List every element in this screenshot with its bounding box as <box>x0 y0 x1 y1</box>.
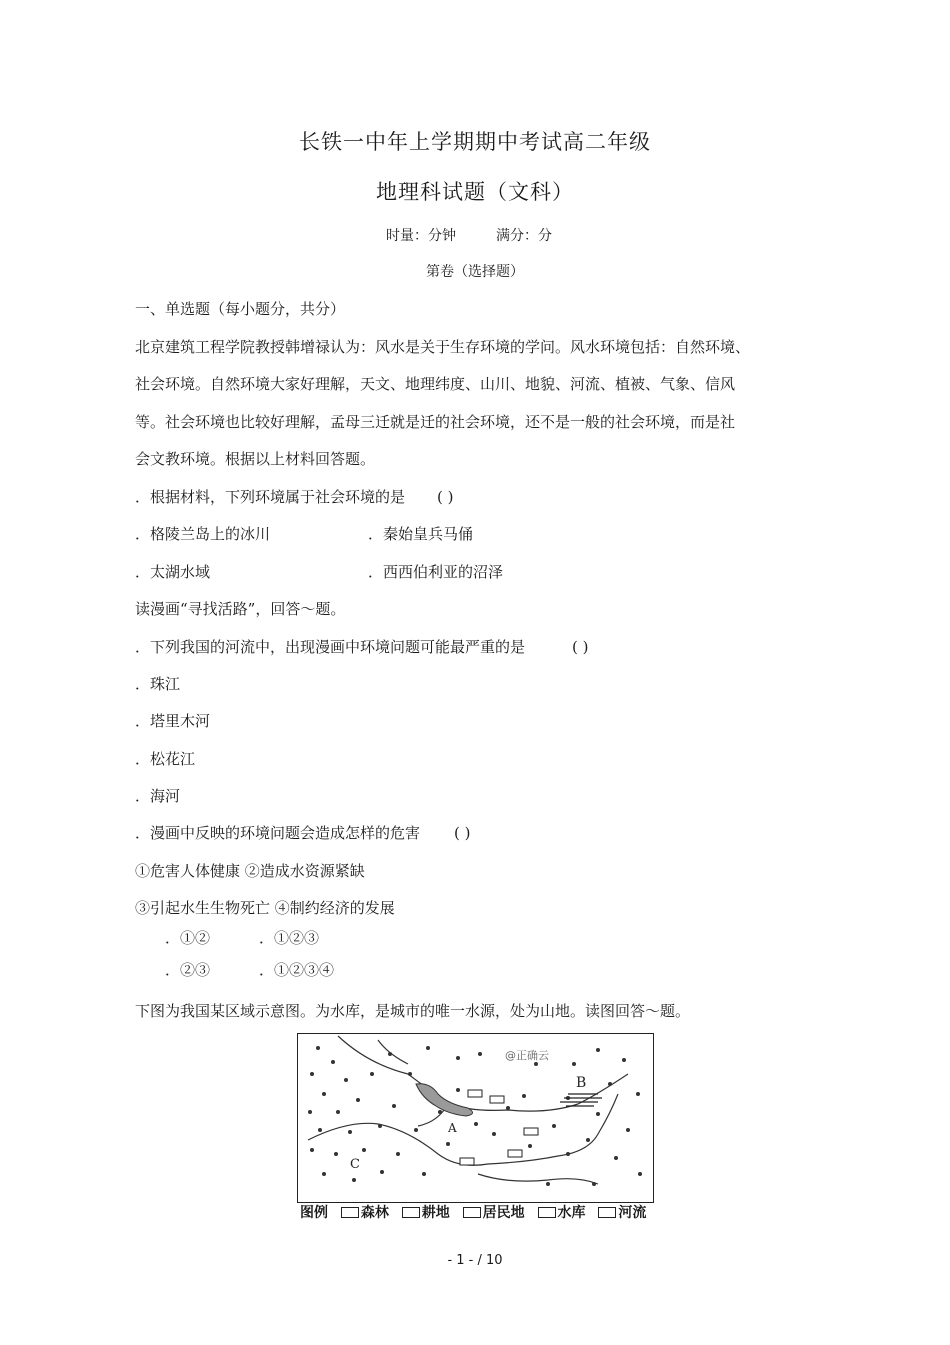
question-1-option-d: ．西西伯利亚的沼泽 <box>368 563 504 581</box>
passage-line: 会文教环境。根据以上材料回答题。 <box>135 450 376 468</box>
region-map <box>297 1033 654 1203</box>
legend-farmland: 耕地 <box>421 1205 450 1221</box>
passage-line: 北京建筑工程学院教授韩增禄认为：风水是关于生存环境的学问。风水环境包括：自然环境、 <box>135 338 751 356</box>
farmland-legend-icon <box>402 1207 420 1218</box>
passage-line: 社会环境。自然环境大家好理解，天文、地理纬度、山川、地貌、河流、植被、气象、信风 <box>135 375 736 393</box>
exam-title: 长铁一中年上学期期中考试高二年级 <box>299 130 651 154</box>
question-3-stem: ．漫画中反映的环境问题会造成怎样的危害 <box>135 824 421 842</box>
map-label-a: A <box>448 1121 457 1135</box>
question-2-option-c: ．松花江 <box>135 750 196 768</box>
volume-label: 第卷（选择题） <box>426 264 524 280</box>
passage-line: 等。社会环境也比较好理解，孟母三迁就是迁的社会环境，还不是一般的社会环境，而是社 <box>135 413 736 431</box>
question-3-option-d: ．①②③④ <box>259 961 335 979</box>
question-2-option-b: ．塔里木河 <box>135 712 211 730</box>
question-1-stem: ．根据材料，下列环境属于社会环境的是 <box>135 488 406 506</box>
section-heading: 一、单选题（每小题分，共分） <box>135 300 346 318</box>
question-3-paren: ( ) <box>454 824 471 842</box>
question-1-option-c: ．太湖水域 <box>135 563 211 581</box>
reservoir-shape <box>416 1084 473 1116</box>
question-3-items-12: ①危害人体健康 ②造成水资源紧缺 <box>135 862 365 880</box>
question-1-paren: ( ) <box>437 488 454 506</box>
legend-settlement: 居民地 <box>482 1205 525 1221</box>
exam-subtitle: 地理科试题（文科） <box>376 180 574 204</box>
question-2-option-d: ．海河 <box>135 787 181 805</box>
legend-river: 河流 <box>618 1205 647 1221</box>
cartoon-intro: 读漫画“寻找活路”，回答～题。 <box>135 600 346 618</box>
question-2-stem: ．下列我国的河流中，出现漫画中环境问题可能最严重的是 <box>135 638 526 656</box>
region-map-drawing <box>298 1034 652 1201</box>
river-legend-icon <box>598 1207 616 1218</box>
question-2-paren: ( ) <box>572 638 589 656</box>
map-legend <box>300 1203 646 1223</box>
question-3-items-34: ③引起水生生物死亡 ④制约经济的发展 <box>135 899 395 917</box>
question-3-option-a: ．①② <box>165 929 211 947</box>
question-1-option-b: ．秦始皇兵马俑 <box>368 525 474 543</box>
settlement-legend-icon <box>463 1207 481 1218</box>
forest-legend-icon <box>341 1207 359 1218</box>
question-3-option-c: ．②③ <box>165 961 211 979</box>
map-label-b: B <box>576 1075 587 1091</box>
map-intro: 下图为我国某区域示意图。为水库，是城市的唯一水源，处为山地。读图回答～题。 <box>135 1002 691 1020</box>
legend-reservoir: 水库 <box>557 1205 586 1221</box>
legend-forest: 森林 <box>360 1205 389 1221</box>
map-watermark: @正确云 <box>505 1049 549 1062</box>
map-label-c: C <box>350 1157 360 1172</box>
question-2-option-a: ．珠江 <box>135 675 181 693</box>
question-1-option-a: ．格陵兰岛上的冰川 <box>135 525 271 543</box>
mountain-b-symbol <box>560 1094 602 1106</box>
legend-title: 图例 <box>300 1205 328 1221</box>
reservoir-legend-icon <box>538 1207 556 1218</box>
page-number: - 1 - / 10 <box>447 1253 503 1268</box>
question-3-option-b: ．①②③ <box>259 929 320 947</box>
time-label: 时量：分钟 <box>386 228 456 244</box>
score-label: 满分：分 <box>496 228 552 244</box>
settlement-symbols <box>460 1090 538 1165</box>
